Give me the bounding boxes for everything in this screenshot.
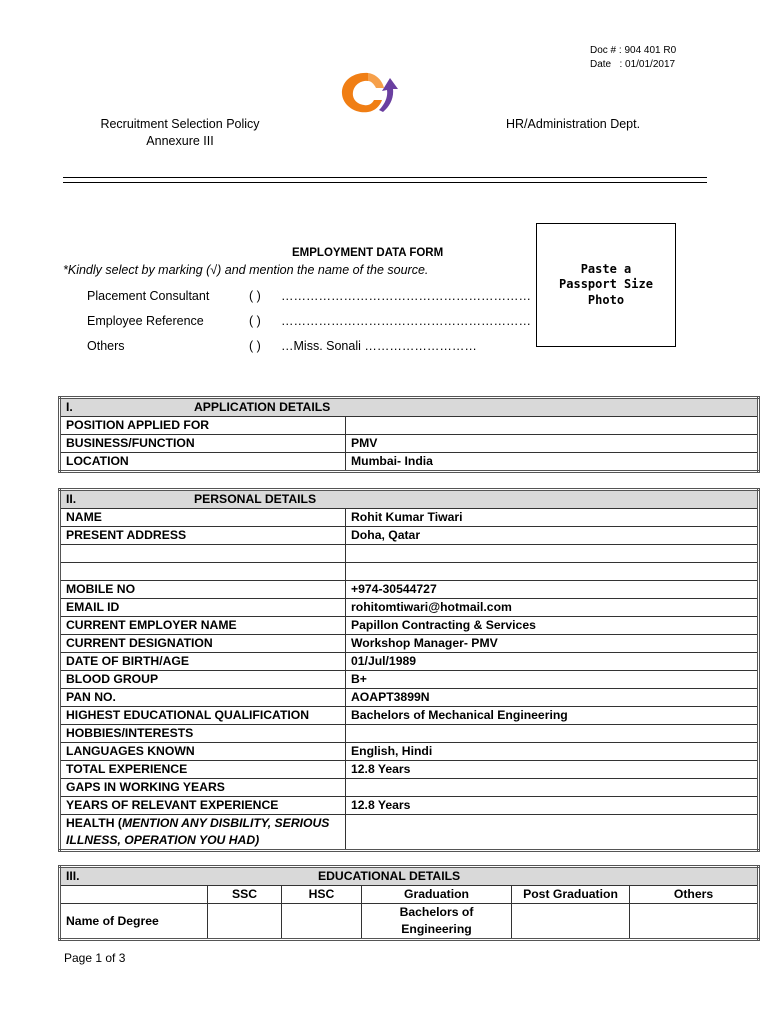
source-row-placement bbox=[87, 289, 531, 307]
field-label: HIGHEST EDUCATIONAL QUALIFICATION bbox=[60, 707, 346, 725]
field-label bbox=[60, 563, 346, 581]
photo-line-2: Passport Size bbox=[559, 277, 653, 292]
logo-icon bbox=[338, 70, 402, 116]
field-value[interactable]: English, Hindi bbox=[346, 743, 759, 761]
field-value[interactable]: PMV bbox=[346, 435, 759, 453]
section-header bbox=[60, 867, 759, 886]
field-value[interactable] bbox=[346, 725, 759, 743]
source-checkbox[interactable]: ( ) bbox=[249, 314, 261, 328]
field-label: LOCATION bbox=[60, 453, 346, 472]
table-row bbox=[60, 435, 759, 453]
photo-line-3: Photo bbox=[587, 292, 625, 307]
field-label: CURRENT DESIGNATION bbox=[60, 635, 346, 653]
field-value[interactable]: 12.8 Years bbox=[346, 797, 759, 815]
section-number: II. bbox=[66, 492, 77, 506]
field-value[interactable] bbox=[346, 545, 759, 563]
table-row bbox=[60, 599, 759, 617]
table-row bbox=[60, 617, 759, 635]
field-label: NAME bbox=[60, 509, 346, 527]
source-label: Placement Consultant bbox=[87, 289, 210, 303]
table-row bbox=[60, 743, 759, 761]
table-row bbox=[60, 761, 759, 779]
source-row-others bbox=[87, 339, 487, 357]
field-value[interactable] bbox=[512, 904, 630, 940]
form-title: EMPLOYMENT DATA FORM bbox=[292, 247, 444, 259]
policy-header bbox=[60, 116, 300, 150]
field-label: POSITION APPLIED FOR bbox=[60, 417, 346, 435]
source-name-field[interactable]: …………………………………………………… bbox=[281, 289, 531, 303]
field-label: PAN NO. bbox=[60, 689, 346, 707]
table-row-health bbox=[60, 815, 759, 851]
health-label-prefix: HEALTH ( bbox=[66, 816, 122, 830]
field-value[interactable] bbox=[346, 563, 759, 581]
field-value[interactable] bbox=[630, 904, 759, 940]
field-label: BUSINESS/FUNCTION bbox=[60, 435, 346, 453]
section-number: III. bbox=[66, 869, 80, 883]
doc-date: Date : 01/01/2017 bbox=[590, 59, 676, 70]
field-value[interactable]: Doha, Qatar bbox=[346, 527, 759, 545]
field-value[interactable] bbox=[282, 904, 362, 940]
field-value[interactable]: 01/Jul/1989 bbox=[346, 653, 759, 671]
column-header-row bbox=[60, 886, 759, 904]
column-header: Others bbox=[630, 886, 759, 904]
field-label: GAPS IN WORKING YEARS bbox=[60, 779, 346, 797]
health-label-detail: MENTION ANY DISBILITY, SERIOUS ILLNESS, OPERATION YOU HAD) bbox=[66, 816, 330, 847]
passport-photo-box bbox=[536, 223, 676, 347]
field-value[interactable]: 12.8 Years bbox=[346, 761, 759, 779]
photo-line-1: Paste a bbox=[580, 261, 632, 276]
personal-details-table bbox=[58, 488, 760, 852]
field-value[interactable]: Rohit Kumar Tiwari bbox=[346, 509, 759, 527]
field-value[interactable]: Bachelors of Mechanical Engineering bbox=[346, 707, 759, 725]
field-label: HOBBIES/INTERESTS bbox=[60, 725, 346, 743]
field-label bbox=[60, 545, 346, 563]
table-row bbox=[60, 509, 759, 527]
source-name-field[interactable]: …………………………………………………… bbox=[281, 314, 531, 328]
form-instruction: *Kindly select by marking (√) and mention the name of the source. bbox=[63, 263, 429, 277]
field-label: CURRENT EMPLOYER NAME bbox=[60, 617, 346, 635]
doc-number: Doc # : 904 401 R0 bbox=[590, 45, 677, 56]
table-row bbox=[60, 725, 759, 743]
field-value[interactable]: B+ bbox=[346, 671, 759, 689]
source-label: Employee Reference bbox=[87, 314, 204, 328]
table-row bbox=[60, 797, 759, 815]
field-label: DATE OF BIRTH/AGE bbox=[60, 653, 346, 671]
table-row bbox=[60, 545, 759, 563]
field-label: BLOOD GROUP bbox=[60, 671, 346, 689]
source-checkbox[interactable]: ( ) bbox=[249, 289, 261, 303]
section-number: I. bbox=[66, 400, 73, 414]
policy-title: Recruitment Selection Policy bbox=[100, 117, 260, 131]
divider-bottom bbox=[63, 182, 707, 183]
field-value[interactable]: +974-30544727 bbox=[346, 581, 759, 599]
field-value[interactable]: Bachelors of Engineering bbox=[362, 904, 512, 940]
field-label: Name of Degree bbox=[60, 904, 208, 940]
table-row bbox=[60, 904, 759, 940]
column-header: Post Graduation bbox=[512, 886, 630, 904]
educational-details-table bbox=[58, 865, 760, 941]
section-header bbox=[60, 398, 759, 417]
source-row-employee-reference bbox=[87, 314, 531, 332]
field-value[interactable]: rohitomtiwari@hotmail.com bbox=[346, 599, 759, 617]
application-details-table bbox=[58, 396, 760, 473]
section-header bbox=[60, 490, 759, 509]
field-value[interactable]: Workshop Manager- PMV bbox=[346, 635, 759, 653]
column-header: Graduation bbox=[362, 886, 512, 904]
section-title: APPLICATION DETAILS bbox=[194, 400, 331, 414]
field-label: TOTAL EXPERIENCE bbox=[60, 761, 346, 779]
field-label: EMAIL ID bbox=[60, 599, 346, 617]
table-row bbox=[60, 653, 759, 671]
field-value[interactable] bbox=[346, 417, 759, 435]
source-checkbox[interactable]: ( ) bbox=[249, 339, 261, 353]
divider-top bbox=[63, 177, 707, 178]
field-label: MOBILE NO bbox=[60, 581, 346, 599]
table-row bbox=[60, 635, 759, 653]
column-header: SSC bbox=[208, 886, 282, 904]
health-label bbox=[60, 815, 346, 851]
annexure-label: Annexure III bbox=[146, 134, 214, 148]
table-row bbox=[60, 779, 759, 797]
table-row bbox=[60, 689, 759, 707]
field-value[interactable] bbox=[208, 904, 282, 940]
field-value[interactable] bbox=[346, 779, 759, 797]
source-label: Others bbox=[87, 339, 125, 353]
table-row bbox=[60, 707, 759, 725]
field-value[interactable]: AOAPT3899N bbox=[346, 689, 759, 707]
table-row bbox=[60, 581, 759, 599]
field-label: YEARS OF RELEVANT EXPERIENCE bbox=[60, 797, 346, 815]
table-row bbox=[60, 563, 759, 581]
field-label: LANGUAGES KNOWN bbox=[60, 743, 346, 761]
section-title: PERSONAL DETAILS bbox=[194, 492, 317, 506]
table-row bbox=[60, 671, 759, 689]
doc-info bbox=[590, 44, 676, 72]
section-title: EDUCATIONAL DETAILS bbox=[318, 869, 461, 883]
department-label: HR/Administration Dept. bbox=[506, 117, 641, 131]
page-number: Page 1 of 3 bbox=[64, 951, 126, 965]
health-value[interactable] bbox=[346, 815, 759, 851]
table-row bbox=[60, 417, 759, 435]
source-name-field[interactable]: …Miss. Sonali ……………………… bbox=[281, 339, 477, 353]
table-row bbox=[60, 453, 759, 472]
table-row bbox=[60, 527, 759, 545]
field-value[interactable]: Papillon Contracting & Services bbox=[346, 617, 759, 635]
column-header: HSC bbox=[282, 886, 362, 904]
field-value[interactable]: Mumbai- India bbox=[346, 453, 759, 472]
column-header bbox=[60, 886, 208, 904]
field-label: PRESENT ADDRESS bbox=[60, 527, 346, 545]
